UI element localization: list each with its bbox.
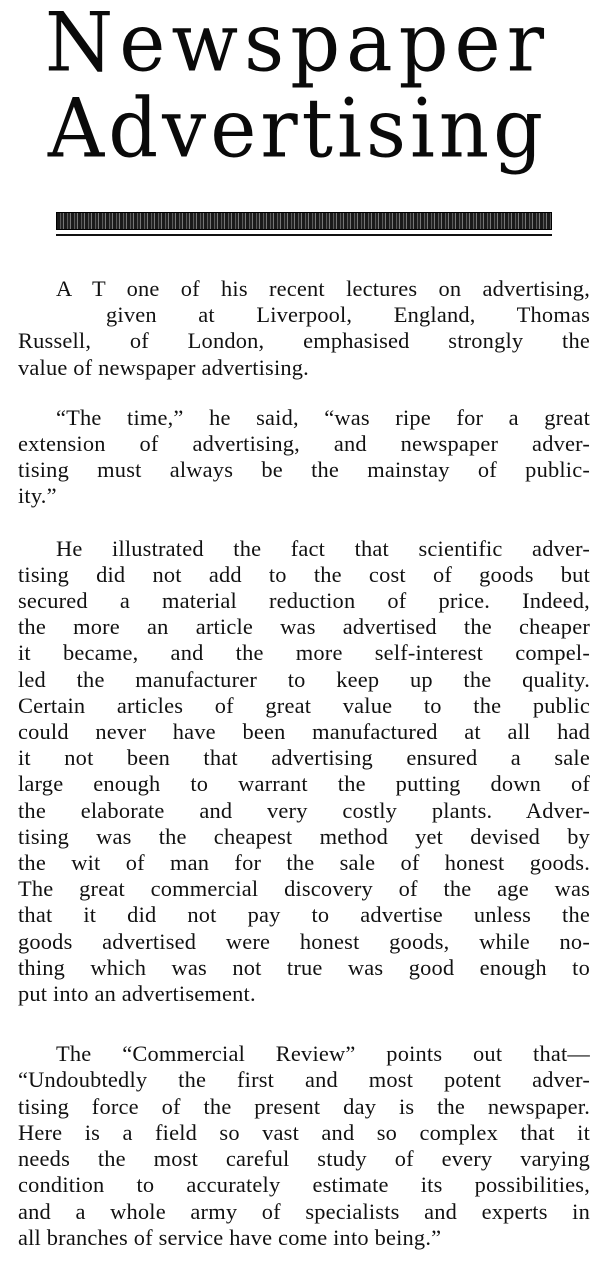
paragraph-3: [18, 536, 590, 1008]
text-line: the wit of man for the sale of honest goods.: [18, 850, 590, 876]
decorative-rule-thin: [56, 234, 552, 236]
text-line: goods advertised were honest goods, while no-: [18, 928, 590, 954]
headline-line-2: Advertising: [47, 81, 548, 177]
decorative-rule-thick: [56, 212, 552, 230]
headline-line-1: Newspaper: [44, 0, 550, 91]
text-line: the elaborate and very costly plants. Adver-: [18, 797, 590, 823]
text-line: all branches of service have come into being.”: [18, 1224, 442, 1250]
text-line: ity.”: [18, 483, 57, 509]
text-line: tising was the cheapest method yet devised by: [18, 823, 590, 849]
text-line: could never have been manufactured at all had: [18, 719, 590, 745]
text-line: it became, and the more self-interest compel-: [18, 640, 590, 666]
text-line: given at Liverpool, England, Thomas: [106, 302, 590, 328]
text-line: that it did not pay to advertise unless the: [18, 902, 590, 928]
text-line: led the manufacturer to keep up the quality.: [18, 666, 590, 692]
paragraph-1: [18, 276, 590, 381]
text-line: large enough to warrant the putting down of: [18, 771, 590, 797]
text-line: He illustrated the fact that scientific adver-: [56, 535, 590, 561]
text-line: “The time,” he said, “was ripe for a great: [56, 404, 590, 430]
text-line: “Undoubtedly the first and most potent adver-: [18, 1067, 590, 1093]
text-line: it not been that advertising ensured a sale: [18, 745, 590, 771]
text-line: condition to accurately estimate its possibilities,: [18, 1172, 590, 1198]
text-line: and a whole army of specialists and experts in: [18, 1198, 590, 1224]
paragraph-4: [18, 1041, 590, 1251]
text-line: secured a material reduction of price. Indeed,: [18, 588, 590, 614]
article-body: [18, 276, 590, 1251]
text-line: the more an article was advertised the cheaper: [18, 614, 590, 640]
text-line: tising force of the present day is the newspaper.: [18, 1093, 590, 1119]
text-line: needs the most careful study of every varying: [18, 1146, 590, 1172]
text-line: A T one of his recent lectures on advertising,: [56, 276, 590, 301]
text-line: tising must always be the mainstay of public-: [18, 457, 590, 483]
text-line: extension of advertising, and newspaper adver-: [18, 431, 590, 457]
decorative-rule: [56, 212, 552, 236]
text-line: Russell, of London, emphasised strongly the: [18, 328, 590, 354]
text-line: The great commercial discovery of the age was: [18, 876, 590, 902]
text-line: thing which was not true was good enough to: [18, 954, 590, 980]
text-line: tising did not add to the cost of goods but: [18, 561, 590, 587]
text-line: Certain articles of great value to the public: [18, 692, 590, 718]
text-line: Here is a field so vast and so complex that it: [18, 1119, 590, 1145]
text-line: The “Commercial Review” points out that—: [56, 1041, 590, 1067]
text-line: value of newspaper advertising.: [18, 354, 309, 380]
paragraph-2: [18, 405, 590, 510]
text-line: put into an advertisement.: [18, 981, 256, 1007]
headline: [0, 0, 595, 177]
